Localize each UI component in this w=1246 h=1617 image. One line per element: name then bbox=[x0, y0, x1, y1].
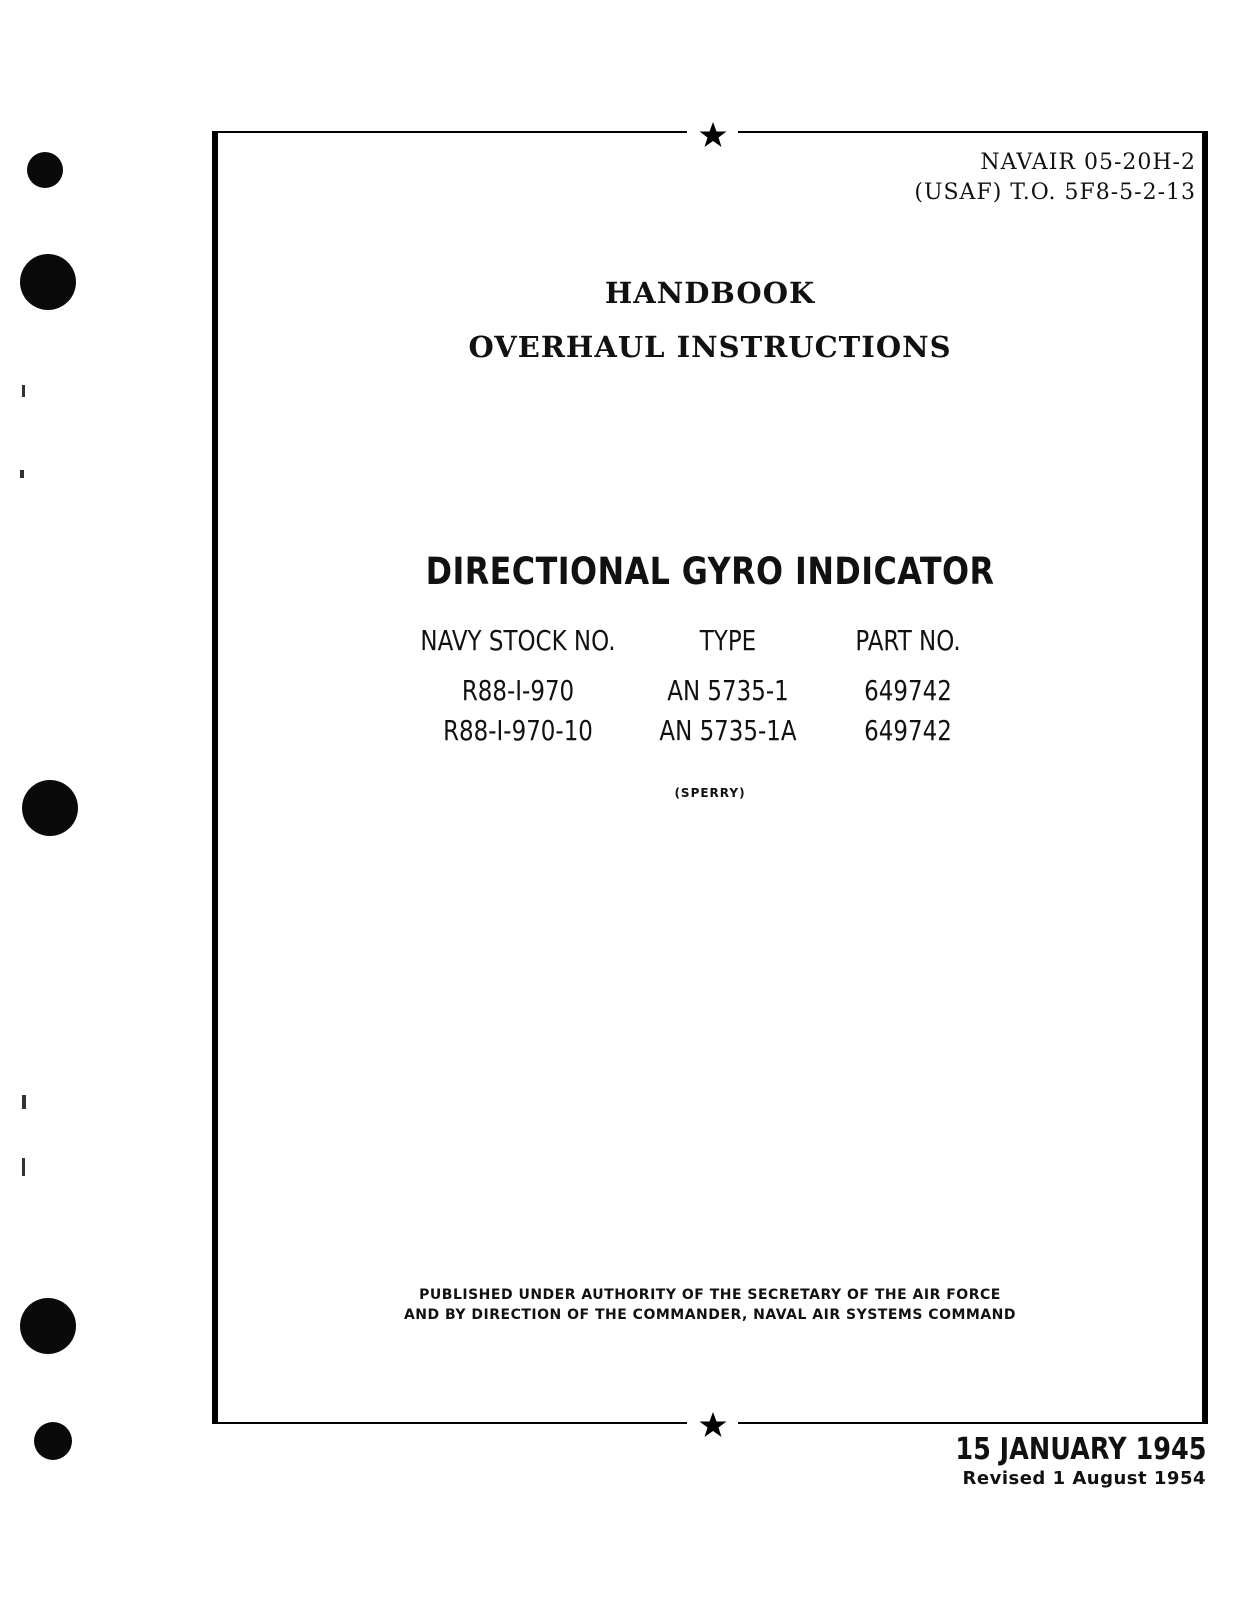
authority-statement bbox=[218, 1285, 1202, 1325]
header-part-no: PART NO. bbox=[855, 624, 961, 657]
scan-speck bbox=[20, 470, 24, 478]
cell-type: AN 5735-1A bbox=[659, 714, 797, 747]
frame-top-border bbox=[738, 131, 1208, 133]
frame-left-border bbox=[212, 131, 218, 1424]
cell-navy-stock-no: R88-I-970 bbox=[461, 674, 575, 707]
cell-part-no: 649742 bbox=[864, 714, 952, 747]
authority-line: PUBLISHED UNDER AUTHORITY OF THE SECRETARY OF THE AIR FORCE bbox=[419, 1287, 1001, 1303]
issue-date: 15 JANUARY 1945 bbox=[954, 1432, 1206, 1467]
header-navy-stock-no: NAVY STOCK NO. bbox=[420, 624, 616, 657]
binder-hole bbox=[34, 1422, 72, 1460]
table-row bbox=[218, 714, 1202, 754]
frame-top-border bbox=[212, 131, 687, 133]
document-number bbox=[914, 148, 1196, 208]
binder-hole bbox=[22, 780, 78, 836]
table-header-row bbox=[218, 624, 1202, 664]
main-title: DIRECTIONAL GYRO INDICATOR bbox=[425, 550, 995, 593]
handbook-heading: HANDBOOK bbox=[604, 276, 816, 310]
frame-bottom-border bbox=[212, 1422, 687, 1424]
cell-navy-stock-no: R88-I-970-10 bbox=[443, 714, 593, 747]
frame-bottom-border bbox=[738, 1422, 1208, 1424]
frame-right-border bbox=[1202, 131, 1208, 1424]
cell-part-no: 649742 bbox=[864, 674, 952, 707]
star-icon bbox=[698, 120, 728, 150]
header-type: TYPE bbox=[699, 624, 757, 657]
overhaul-heading: OVERHAUL INSTRUCTIONS bbox=[468, 330, 952, 364]
usaf-to-number: (USAF) T.O. 5F8-5-2-13 bbox=[914, 180, 1196, 205]
navair-number: NAVAIR 05-20H-2 bbox=[980, 150, 1196, 175]
table-row bbox=[218, 674, 1202, 714]
scan-speck bbox=[22, 1095, 26, 1109]
binder-hole bbox=[20, 254, 76, 310]
star-icon bbox=[698, 1410, 728, 1440]
cell-type: AN 5735-1 bbox=[667, 674, 789, 707]
binder-hole bbox=[20, 1298, 76, 1354]
scan-speck bbox=[22, 1158, 25, 1176]
authority-line: AND BY DIRECTION OF THE COMMANDER, NAVAL AIR SYSTEMS COMMAND bbox=[403, 1307, 1017, 1323]
binder-hole bbox=[27, 152, 63, 188]
revision-date: Revised 1 August 1954 bbox=[962, 1468, 1206, 1489]
scan-speck bbox=[22, 385, 25, 397]
manufacturer-label: (SPERRY) bbox=[674, 786, 746, 800]
